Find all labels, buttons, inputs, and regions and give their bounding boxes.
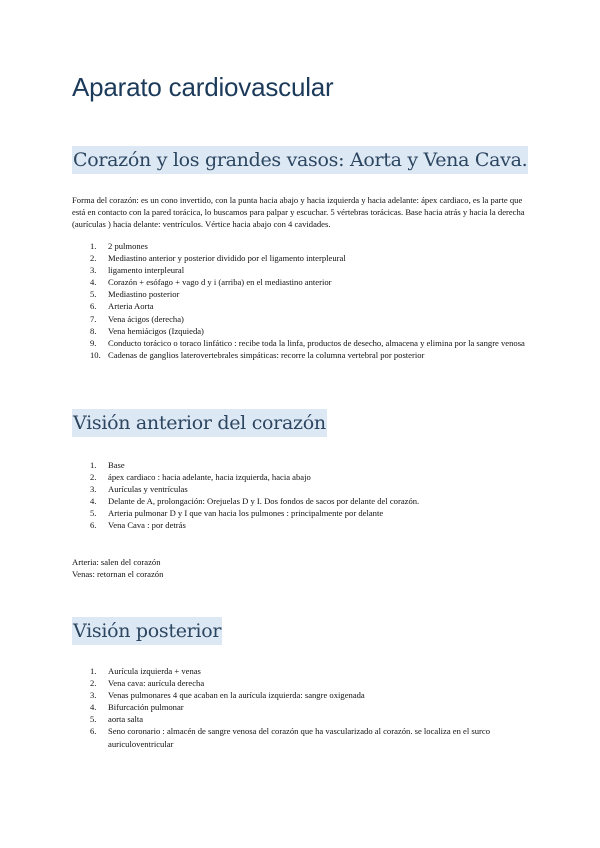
- list-item: 9. Conducto torácico o toraco linfático : recibe toda la linfa, productos de desecho, almacena y elimina por la sangre venosa: [90, 337, 525, 348]
- section-heading-vision-anterior: Visión anterior del corazón: [72, 409, 327, 437]
- list-item: 6. Vena Cava : por detrás: [90, 520, 186, 531]
- section-paragraph-forma: Forma del corazón: es un cono invertido, con la punta hacia abajo y hacia izquierda y hacia adelante: ápex cardiaco, es la parte que está en contacto con la pared torácica, lo buscamos para palpar y escuchar. 5 vértebras torácicas. Base hacia atrás y hacia la derecha (aurículas ) hacia delante: ventrículos. Vértice hacia abajo con 4 cavidades.: [72, 195, 525, 229]
- list-item: 3. ligamento interpleural: [90, 265, 185, 276]
- list-item: 1. Aurícula izquierda + venas: [90, 666, 201, 676]
- list-item: 3. Aurículas y ventrículas: [90, 484, 188, 495]
- list-item: 7. Vena ácigos (derecha): [90, 313, 184, 324]
- list-item: 2. ápex cardiaco : hacia adelante, hacia izquierda, hacia abajo: [90, 472, 311, 483]
- list-item: 6. Arteria Aorta: [90, 301, 154, 312]
- list-item: 4. Delante de A, prolongación: Orejuelas D y I. Dos fondos de sacos por delante del corazón.: [90, 496, 420, 507]
- list-item: 5. aorta salta: [90, 714, 144, 725]
- list-item: 10. Cadenas de ganglios laterovertebrales simpáticas: recorre la columna vertebral por posterior: [90, 349, 425, 360]
- list-vision-anterior: [72, 459, 530, 532]
- list-item: 8. Vena hemiácigos (Izquieda): [90, 325, 204, 336]
- list-item: 3. Venas pulmonares 4 que acaban en la aurícula izquierda: sangre oxigenada: [90, 690, 365, 701]
- list-item: 1. Base: [90, 460, 125, 470]
- section-heading-corazon: Corazón y los grandes vasos: Aorta y Vena Cava.: [72, 146, 528, 174]
- note-arteria: Arteria: salen del corazón: [72, 557, 161, 567]
- list-item: 5. Mediastino posterior: [90, 289, 180, 300]
- list-item: 4. Bifurcación pulmonar: [90, 702, 184, 713]
- section-heading-vision-posterior: Visión posterior: [72, 617, 222, 645]
- list-item: 1. 2 pulmones: [90, 241, 148, 251]
- note-venas: Venas: retornan el corazón: [72, 569, 164, 579]
- document-title: Aparato cardiovascular: [72, 72, 334, 102]
- list-item: 6. Seno coronario : almacén de sangre venosa del corazón que ha vascularizado al corazón. se localiza en el surco auriculoventricular: [90, 726, 491, 749]
- list-item: 2. Vena cava: aurícula derecha: [90, 678, 205, 689]
- list-vision-posterior: [72, 665, 530, 750]
- list-item: 4. Corazón + esófago + vago d y i (arriba) en el mediastino anterior: [90, 277, 332, 288]
- list-item: 5. Arteria pulmonar D y I que van hacia los pulmones : principalmente por delante: [90, 508, 384, 519]
- list-corazon: [72, 240, 530, 361]
- list-item: 2. Mediastino anterior y posterior dividido por el ligamento interpleural: [90, 253, 346, 264]
